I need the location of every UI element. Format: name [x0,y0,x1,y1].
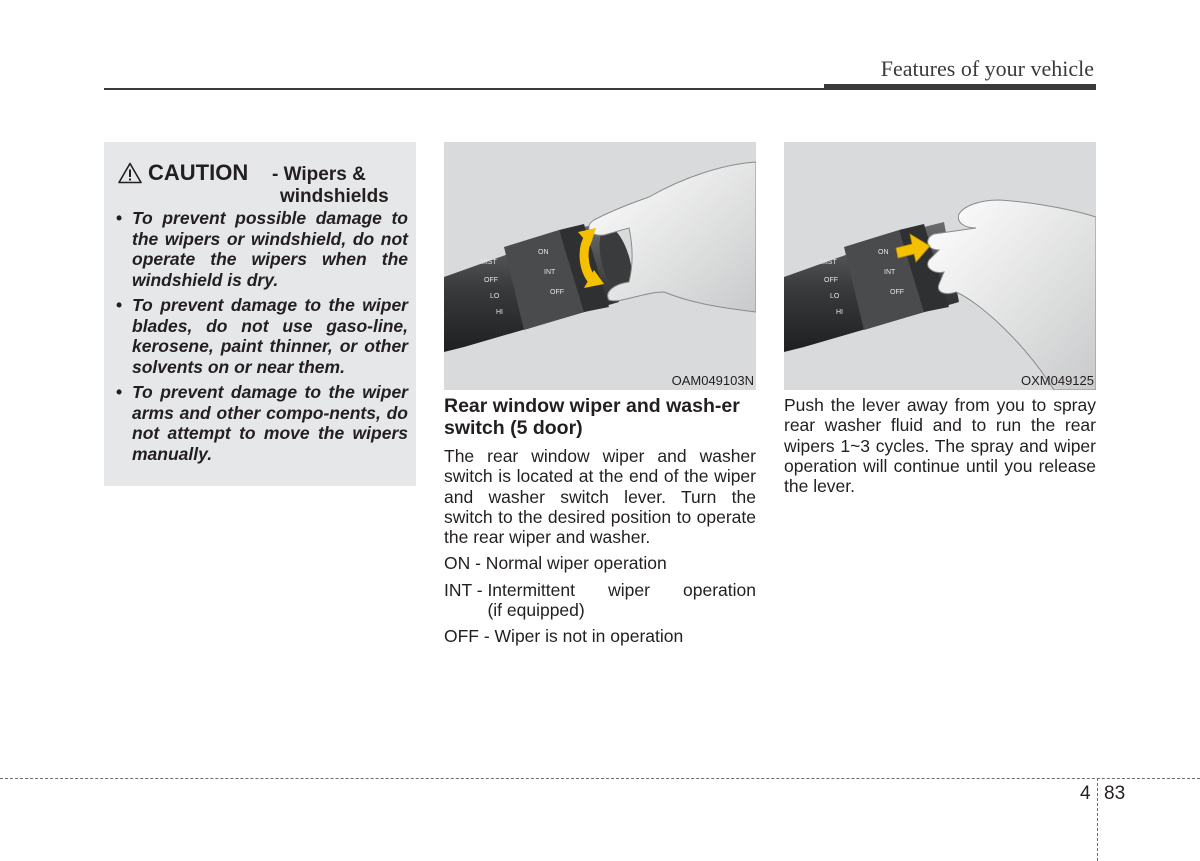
mode-int-word: Intermittent [487,579,575,600]
lever-label-lo: LO [490,293,500,300]
rear-wiper-section [444,395,756,653]
lever-label-lo: LO [830,293,840,300]
caution-box [104,142,416,486]
push-lever-section [784,395,1096,502]
lever-push-illustration [784,142,1096,390]
mode-off: OFF - Wiper is not in operation [444,626,684,647]
caution-item-text: To prevent damage to the wiper arms and other compo-nents, do not attempt to move the wipers manually. [132,382,408,464]
lever-label-hi: HI [836,309,843,316]
push-lever-body: Push the lever away from you to spray rear washer fluid and to run the rear wipers 1~3 cycles. The spray and wiper operation will continue until you release the lever. [784,395,1096,497]
caution-item-text: To prevent possible damage to the wipers or windshield, do not operate the wipers when the windshield is dry. [132,208,408,290]
mode-on: ON - Normal wiper operation [444,553,667,574]
caution-subtitle [272,164,412,208]
caution-item [114,295,408,377]
lever-label-on: ON [538,249,549,256]
lever-label-int: INT [544,269,556,276]
mode-int-note: (if equipped) [487,600,585,621]
lever-rotate-illustration [444,142,756,390]
warning-triangle-icon [118,162,142,189]
caution-subtitle-line2: windshields [280,186,389,207]
mode-int [444,580,756,621]
caution-heading [114,152,408,208]
caution-label: CAUTION [148,160,249,185]
page-header-title: Features of your vehicle [880,56,1094,81]
page-number: 83 [1104,783,1126,804]
figure-code: OAM049103N [671,373,754,388]
figure-rotate-switch [444,142,756,390]
lever-label-off: OFF [824,277,838,284]
caution-item [114,382,408,464]
lever-label-off-rear: OFF [890,289,904,296]
lever-label-hi: HI [496,309,503,316]
caution-item [114,208,408,290]
header-rule-accent [824,84,1096,90]
mode-int-key: INT - [444,579,488,600]
lever-label-off-rear: OFF [550,289,564,296]
section-body: The rear window wiper and washer switch is located at the end of the wiper and washer switch lever. Turn the switch to the desired position to operate the rear wiper and washer. [444,446,756,548]
bullet: • [116,295,123,315]
lever-label-off: OFF [484,277,498,284]
figure-push-lever [784,142,1096,390]
lever-label-mist: MIST [480,259,497,266]
mode-int-value [487,580,756,621]
chapter-number: 4 [1080,783,1091,804]
mode-int-description [487,580,756,600]
caution-list [114,208,408,464]
bullet: • [116,382,123,402]
section-heading: Rear window wiper and wash-er switch (5 door) [444,395,740,439]
footer-rule [0,778,1200,779]
footer-divider [1097,778,1098,861]
bullet: • [116,208,123,228]
lever-label-mist: MIST [820,259,837,266]
figure-code: OXM049125 [1021,373,1094,388]
caution-subtitle-line1: - Wipers & [272,164,366,185]
mode-int-word: wiper [608,579,650,600]
mode-int-word: operation [683,579,756,600]
caution-item-text: To prevent damage to the wiper blades, do not use gaso-line, kerosene, paint thinner, or other solvents on or near them. [132,295,408,377]
lever-label-on: ON [878,249,889,256]
lever-label-int: INT [884,269,896,276]
